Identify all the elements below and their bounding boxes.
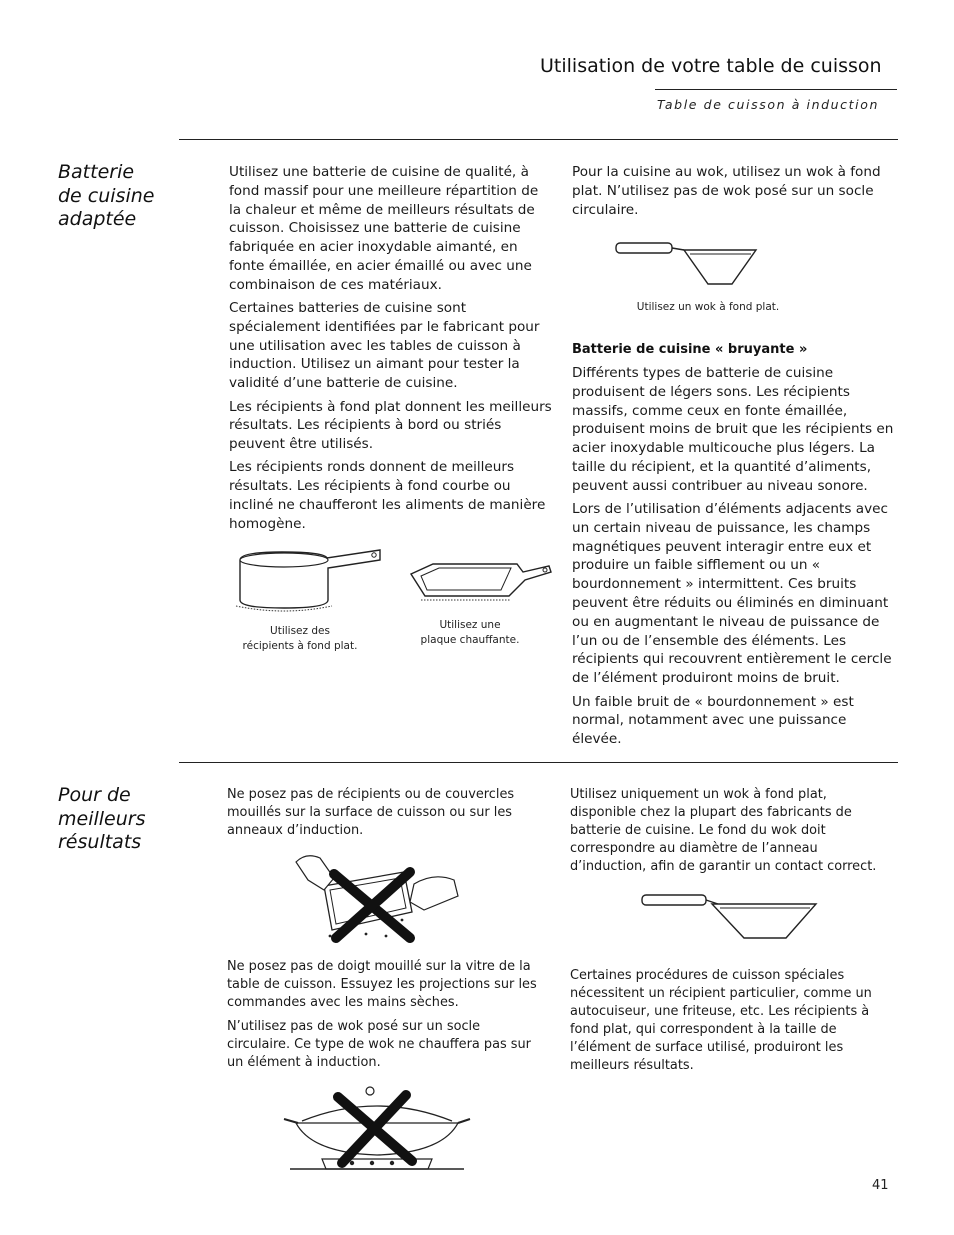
- flat-wok-recommendation: Utilisez uniquement un wok à fond plat, disponible chez la plupart des fabricants de batterie de cuisine. Le fond du wok doit correspondre au diamètre de l’anneau d’induction, afin de garantir un contact correct.: [570, 787, 877, 874]
- caption-line: plaque chauffante.: [420, 634, 520, 646]
- paragraph: Un faible bruit de « bourdonnement » est normal, notamment avec une puissance élevée.: [572, 693, 854, 748]
- griddle-illustration: [405, 556, 555, 606]
- paragraph: N’utilisez pas de wok posé sur un socle circulaire. Ce type de wok ne chauffera pas sur un élément à induction.: [227, 1019, 531, 1070]
- flat-pot-illustration: [232, 544, 387, 614]
- paragraph: Lors de l’utilisation d’éléments adjacents avec un certain niveau de puissance, les champs magnétiques peuvent interagir entre eux et produire un faible sifflement ou un « bourdonnement » intermittent. Ces bruits peuvent être réduits ou éliminés en diminuant ou en augmentant le niveau de puissance de l’un ou de l’ensemble des éléments. Les récipients qui recouvrent entièrement le cercle de l’élément produiront moins de bruit.: [572, 501, 892, 687]
- wet-cookware-paragraph: Ne posez pas de récipients ou de couvercles mouillés sur la surface de cuisson ou sur les anneaux d’induction.: [227, 787, 515, 838]
- wet-lid-crossed-illustration: [294, 850, 460, 946]
- paragraph: Ne posez pas de doigt mouillé sur la vitre de la table de cuisson. Essuyez les projections sur les commandes avec les mains sèches.: [227, 959, 537, 1010]
- noisy-cookware-heading: Batterie de cuisine « bruyante »: [572, 342, 808, 357]
- caption-flat-pot: [230, 624, 370, 654]
- wok-intro: Pour la cuisine au wok, utilisez un wok à fond plat. N’utilisez pas de wok posé sur un socle circulaire.: [572, 164, 881, 218]
- caption-wok: Utilisez un wok à fond plat.: [636, 301, 780, 313]
- section-title-line: Pour de: [58, 784, 131, 806]
- paragraph: Différents types de batterie de cuisine produisent de légers sons. Les récipients massifs, comme ceux en fonte émaillée, produisent moins de bruit que les récipients en acier inoxydable multicouche plus légers. La taille du récipient, et la quantité d’aliments, peuvent aussi contribuer au niveau sonore.: [572, 365, 894, 494]
- section-title-cookware: [58, 161, 208, 232]
- paragraph: Les récipients ronds donnent de meilleurs résultats. Les récipients à fond courbe ou incliné ne chaufferont les aliments de manière homogène.: [229, 459, 546, 532]
- round-wok-crossed-illustration: [282, 1083, 472, 1173]
- paragraph: Certaines batteries de cuisine sont spécialement identifiées par le fabricant pour une utilisation avec les tables de cuisson à induction. Utilisez un aimant pour tester la validité d’une batterie de cuisine.: [229, 300, 540, 392]
- section-title-best-results: [58, 784, 208, 855]
- section-title-line: résultats: [58, 831, 142, 853]
- section-title-line: meilleurs: [58, 807, 146, 830]
- flat-wok-illustration: [614, 240, 759, 288]
- section-title-line: adaptée: [58, 208, 137, 230]
- noisy-cookware-column: [572, 364, 898, 753]
- header-rule: [655, 89, 897, 90]
- section-divider: [179, 139, 898, 140]
- caption-line: Utilisez une: [439, 619, 501, 631]
- section-title-line: de cuisine: [58, 184, 155, 207]
- paragraph: Les récipients à fond plat donnent les meilleurs résultats. Les récipients à bord ou striés peuvent être utilisés.: [229, 398, 552, 453]
- caption-griddle: [404, 618, 536, 648]
- paragraph: Utilisez une batterie de cuisine de qualité, à fond massif pour une meilleure répartition de la chaleur et même de meilleurs résultats de cuisson. Choisissez une batterie de cuisine fabriquée en acier inoxydable aimanté, en fonte émaillée, en acier émaillé ou avec une combinaison de ces matériaux.: [229, 164, 539, 293]
- section-divider: [179, 762, 898, 763]
- wet-fingers-section: [227, 958, 543, 1078]
- special-cookware-paragraph: Certaines procédures de cuisson spéciales nécessitent un récipient particulier, comme un autocuiseur, une friteuse, etc. Les récipients à fond plat, qui correspondent à la taille de l’élément de surface utilisé, produiront les meilleurs résultats.: [570, 968, 872, 1073]
- flat-wok-illustration-2: [640, 892, 818, 942]
- cookware-left-column: [229, 163, 553, 538]
- section-title-line: Batterie: [58, 161, 135, 183]
- caption-line: Utilisez des: [270, 625, 330, 637]
- page-number: 41: [872, 1178, 889, 1193]
- page-header-subtitle: Table de cuisson à induction: [657, 97, 879, 112]
- page-header-title: Utilisation de votre table de cuisson: [540, 55, 882, 77]
- caption-line: récipients à fond plat.: [242, 640, 358, 652]
